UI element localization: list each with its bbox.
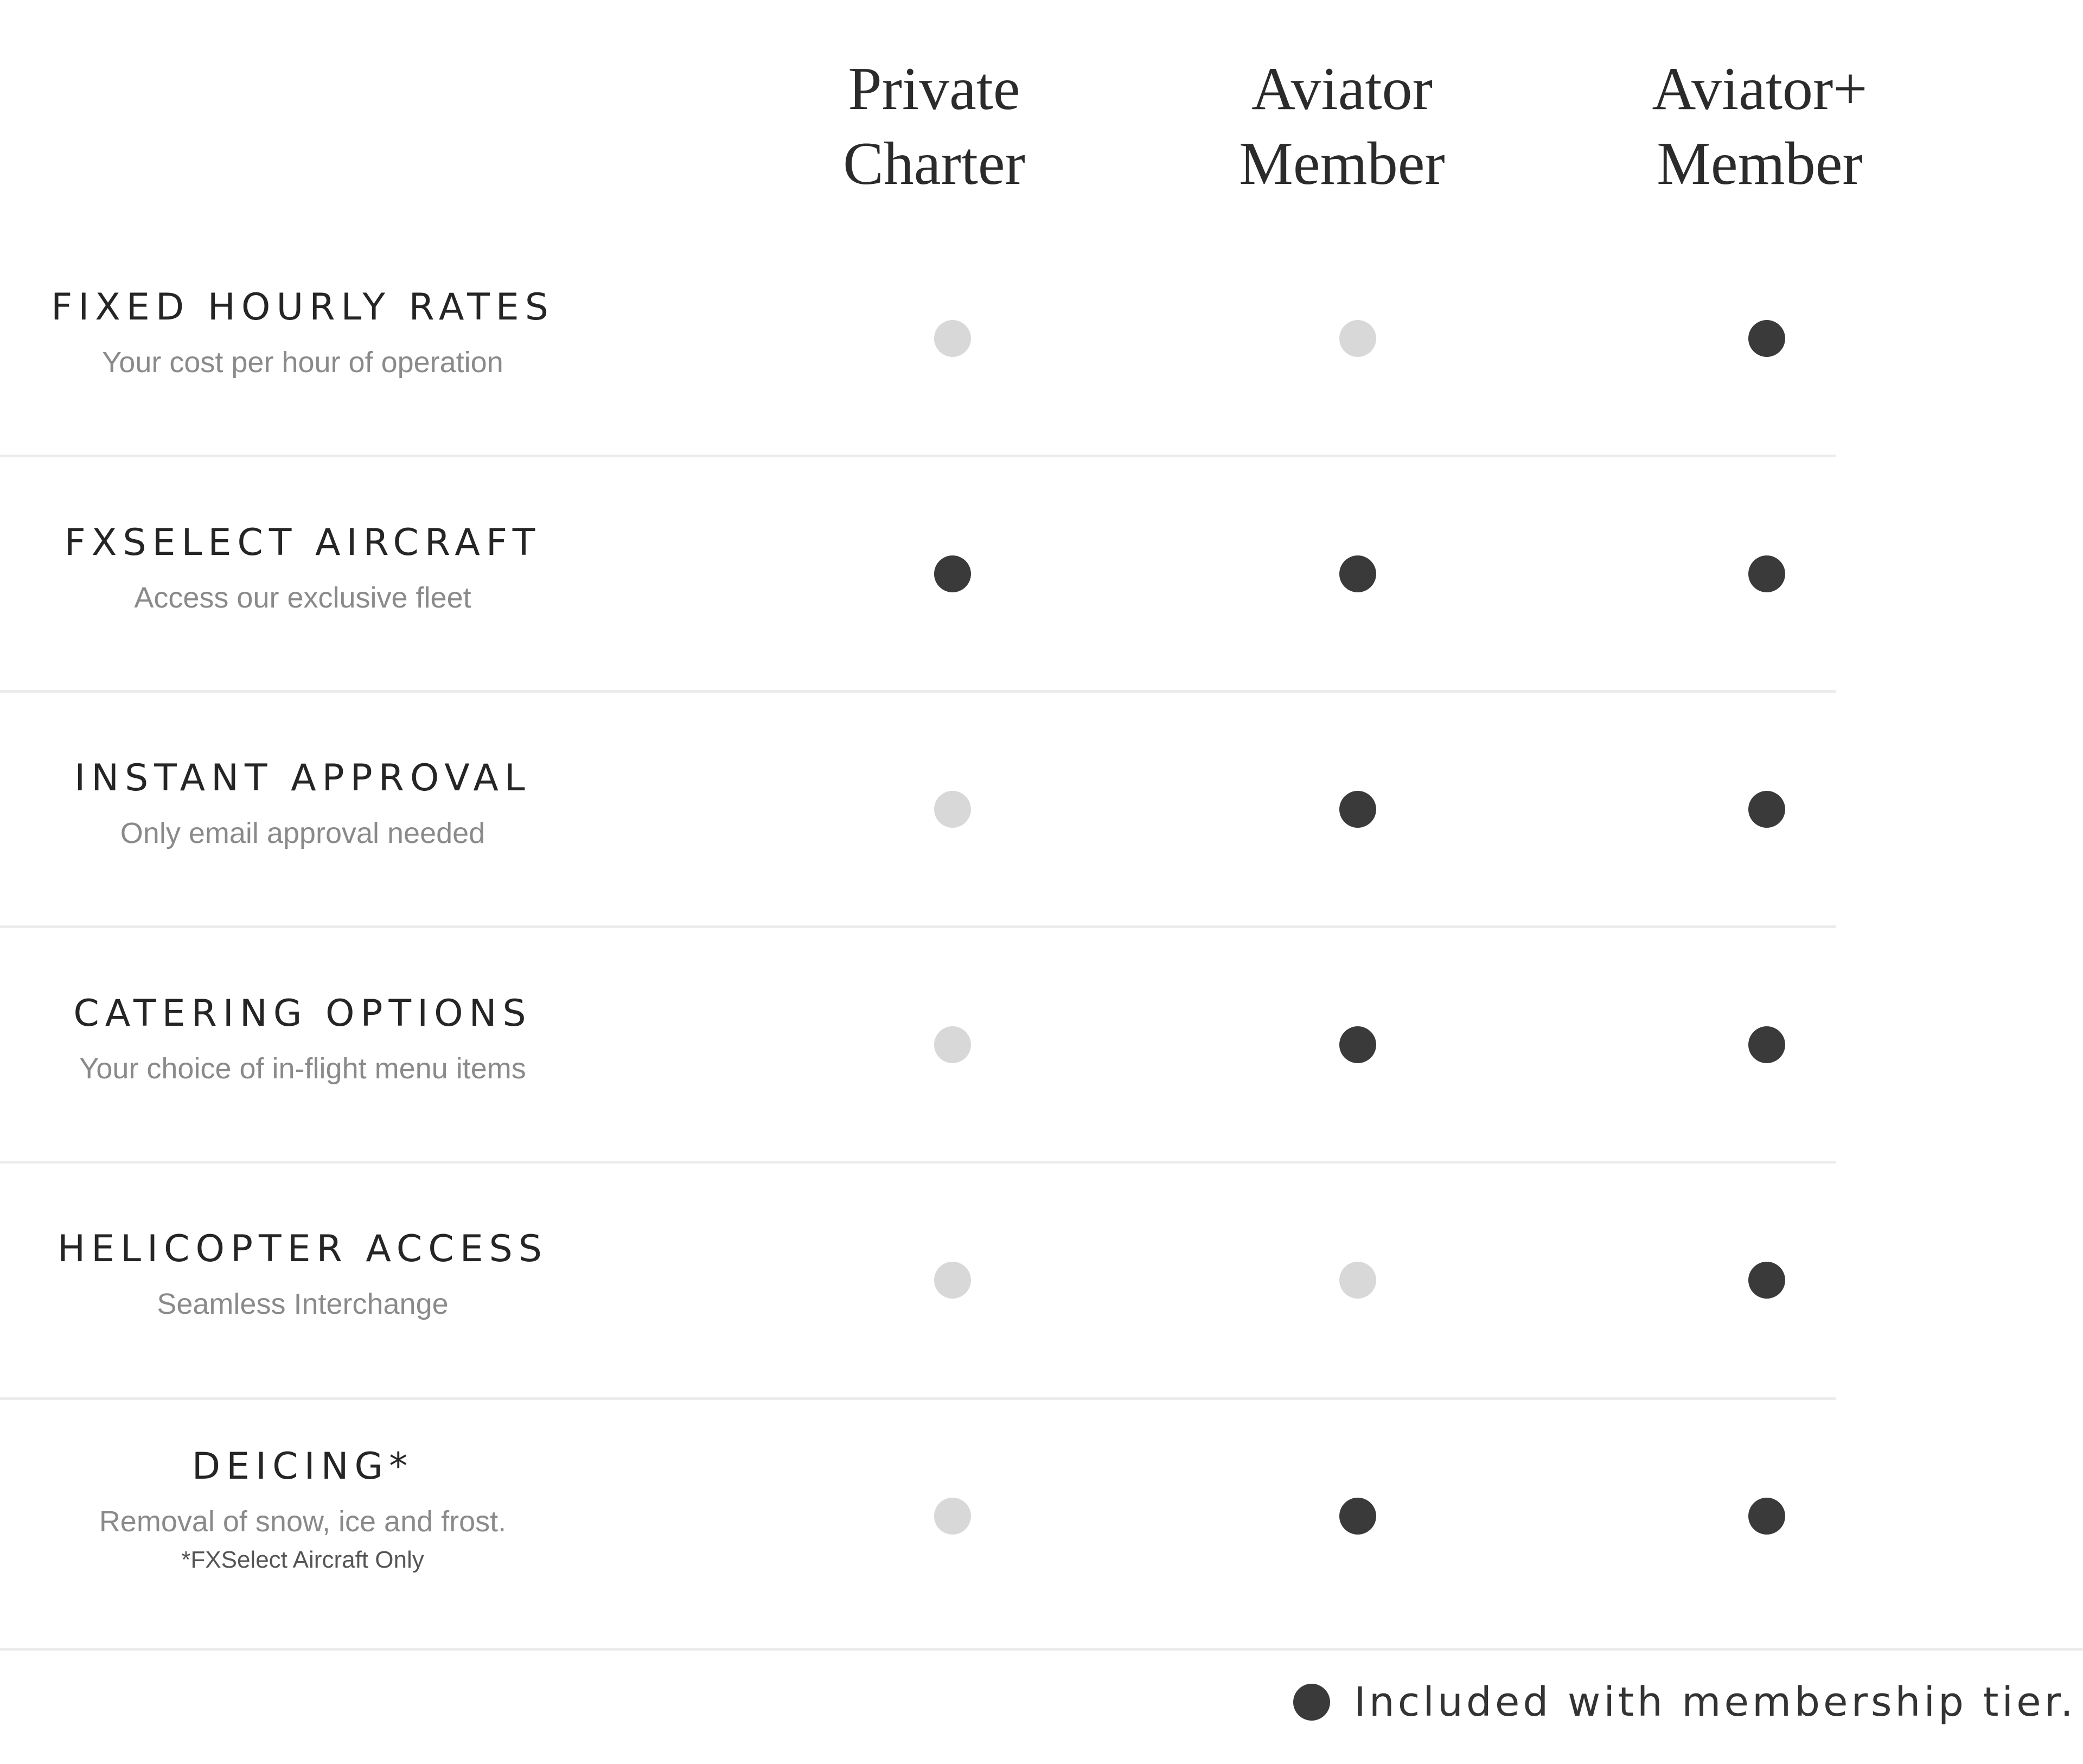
included-dot <box>1748 320 1785 357</box>
feature-label-fixed-hourly-rates <box>0 286 605 381</box>
row-divider <box>0 1397 1836 1400</box>
legend <box>1293 1679 2076 1725</box>
tier-header-aviator-member <box>1190 52 1494 201</box>
included-dot <box>1339 791 1376 828</box>
feature-label-deicing <box>0 1445 605 1575</box>
not-included-dot <box>934 320 971 357</box>
tier-header-private-charter <box>782 52 1086 201</box>
tier-header-line1: Aviator <box>1251 55 1433 123</box>
row-divider <box>0 1648 2083 1651</box>
tier-header-line2: Member <box>1239 130 1445 197</box>
row-divider <box>0 925 1836 928</box>
feature-subtitle: Your cost per hour of operation <box>102 346 503 379</box>
tier-header-aviator-plus-member <box>1608 52 1912 201</box>
feature-label-helicopter-access <box>0 1228 605 1323</box>
included-dot <box>1748 1026 1785 1063</box>
feature-title: DEICING* <box>191 1445 414 1488</box>
feature-title: HELICOPTER ACCESS <box>57 1228 548 1270</box>
row-divider <box>0 455 1836 457</box>
tier-header-line1: Aviator+ <box>1652 55 1868 123</box>
included-dot <box>1339 555 1376 592</box>
included-dot <box>1748 1262 1785 1299</box>
included-dot <box>1748 555 1785 592</box>
legend-text: Included with membership tier. <box>1354 1679 2076 1725</box>
feature-subtitle: Removal of snow, ice and frost. <box>99 1505 507 1538</box>
included-dot <box>1339 1498 1376 1535</box>
feature-subtitle: Only email approval needed <box>120 817 485 849</box>
included-dot <box>1339 1026 1376 1063</box>
feature-title: INSTANT APPROVAL <box>74 757 531 800</box>
not-included-dot <box>1339 320 1376 357</box>
not-included-dot <box>934 1026 971 1063</box>
tier-header-line1: Private <box>848 55 1020 123</box>
feature-title: FIXED HOURLY RATES <box>51 286 554 329</box>
tier-header-line2: Charter <box>843 130 1025 197</box>
not-included-dot <box>1339 1262 1376 1299</box>
feature-label-catering-options <box>0 992 605 1088</box>
feature-label-instant-approval <box>0 757 605 852</box>
feature-label-fxselect-aircraft <box>0 521 605 617</box>
tier-header-line2: Member <box>1657 130 1863 197</box>
row-divider <box>0 1161 1836 1164</box>
included-dot <box>1748 791 1785 828</box>
not-included-dot <box>934 791 971 828</box>
included-dot <box>1748 1498 1785 1535</box>
feature-subtitle: Your choice of in-flight menu items <box>79 1052 526 1085</box>
row-divider <box>0 690 1836 693</box>
feature-subtitle: Seamless Interchange <box>157 1288 449 1320</box>
legend-dot <box>1293 1684 1330 1721</box>
feature-subtitle: Access our exclusive fleet <box>134 581 471 614</box>
feature-footnote: *FXSelect Aircraft Only <box>181 1546 424 1573</box>
not-included-dot <box>934 1262 971 1299</box>
feature-title: FXSELECT AIRCRAFT <box>64 521 541 564</box>
included-dot <box>934 555 971 592</box>
not-included-dot <box>934 1498 971 1535</box>
feature-title: CATERING OPTIONS <box>73 992 532 1035</box>
